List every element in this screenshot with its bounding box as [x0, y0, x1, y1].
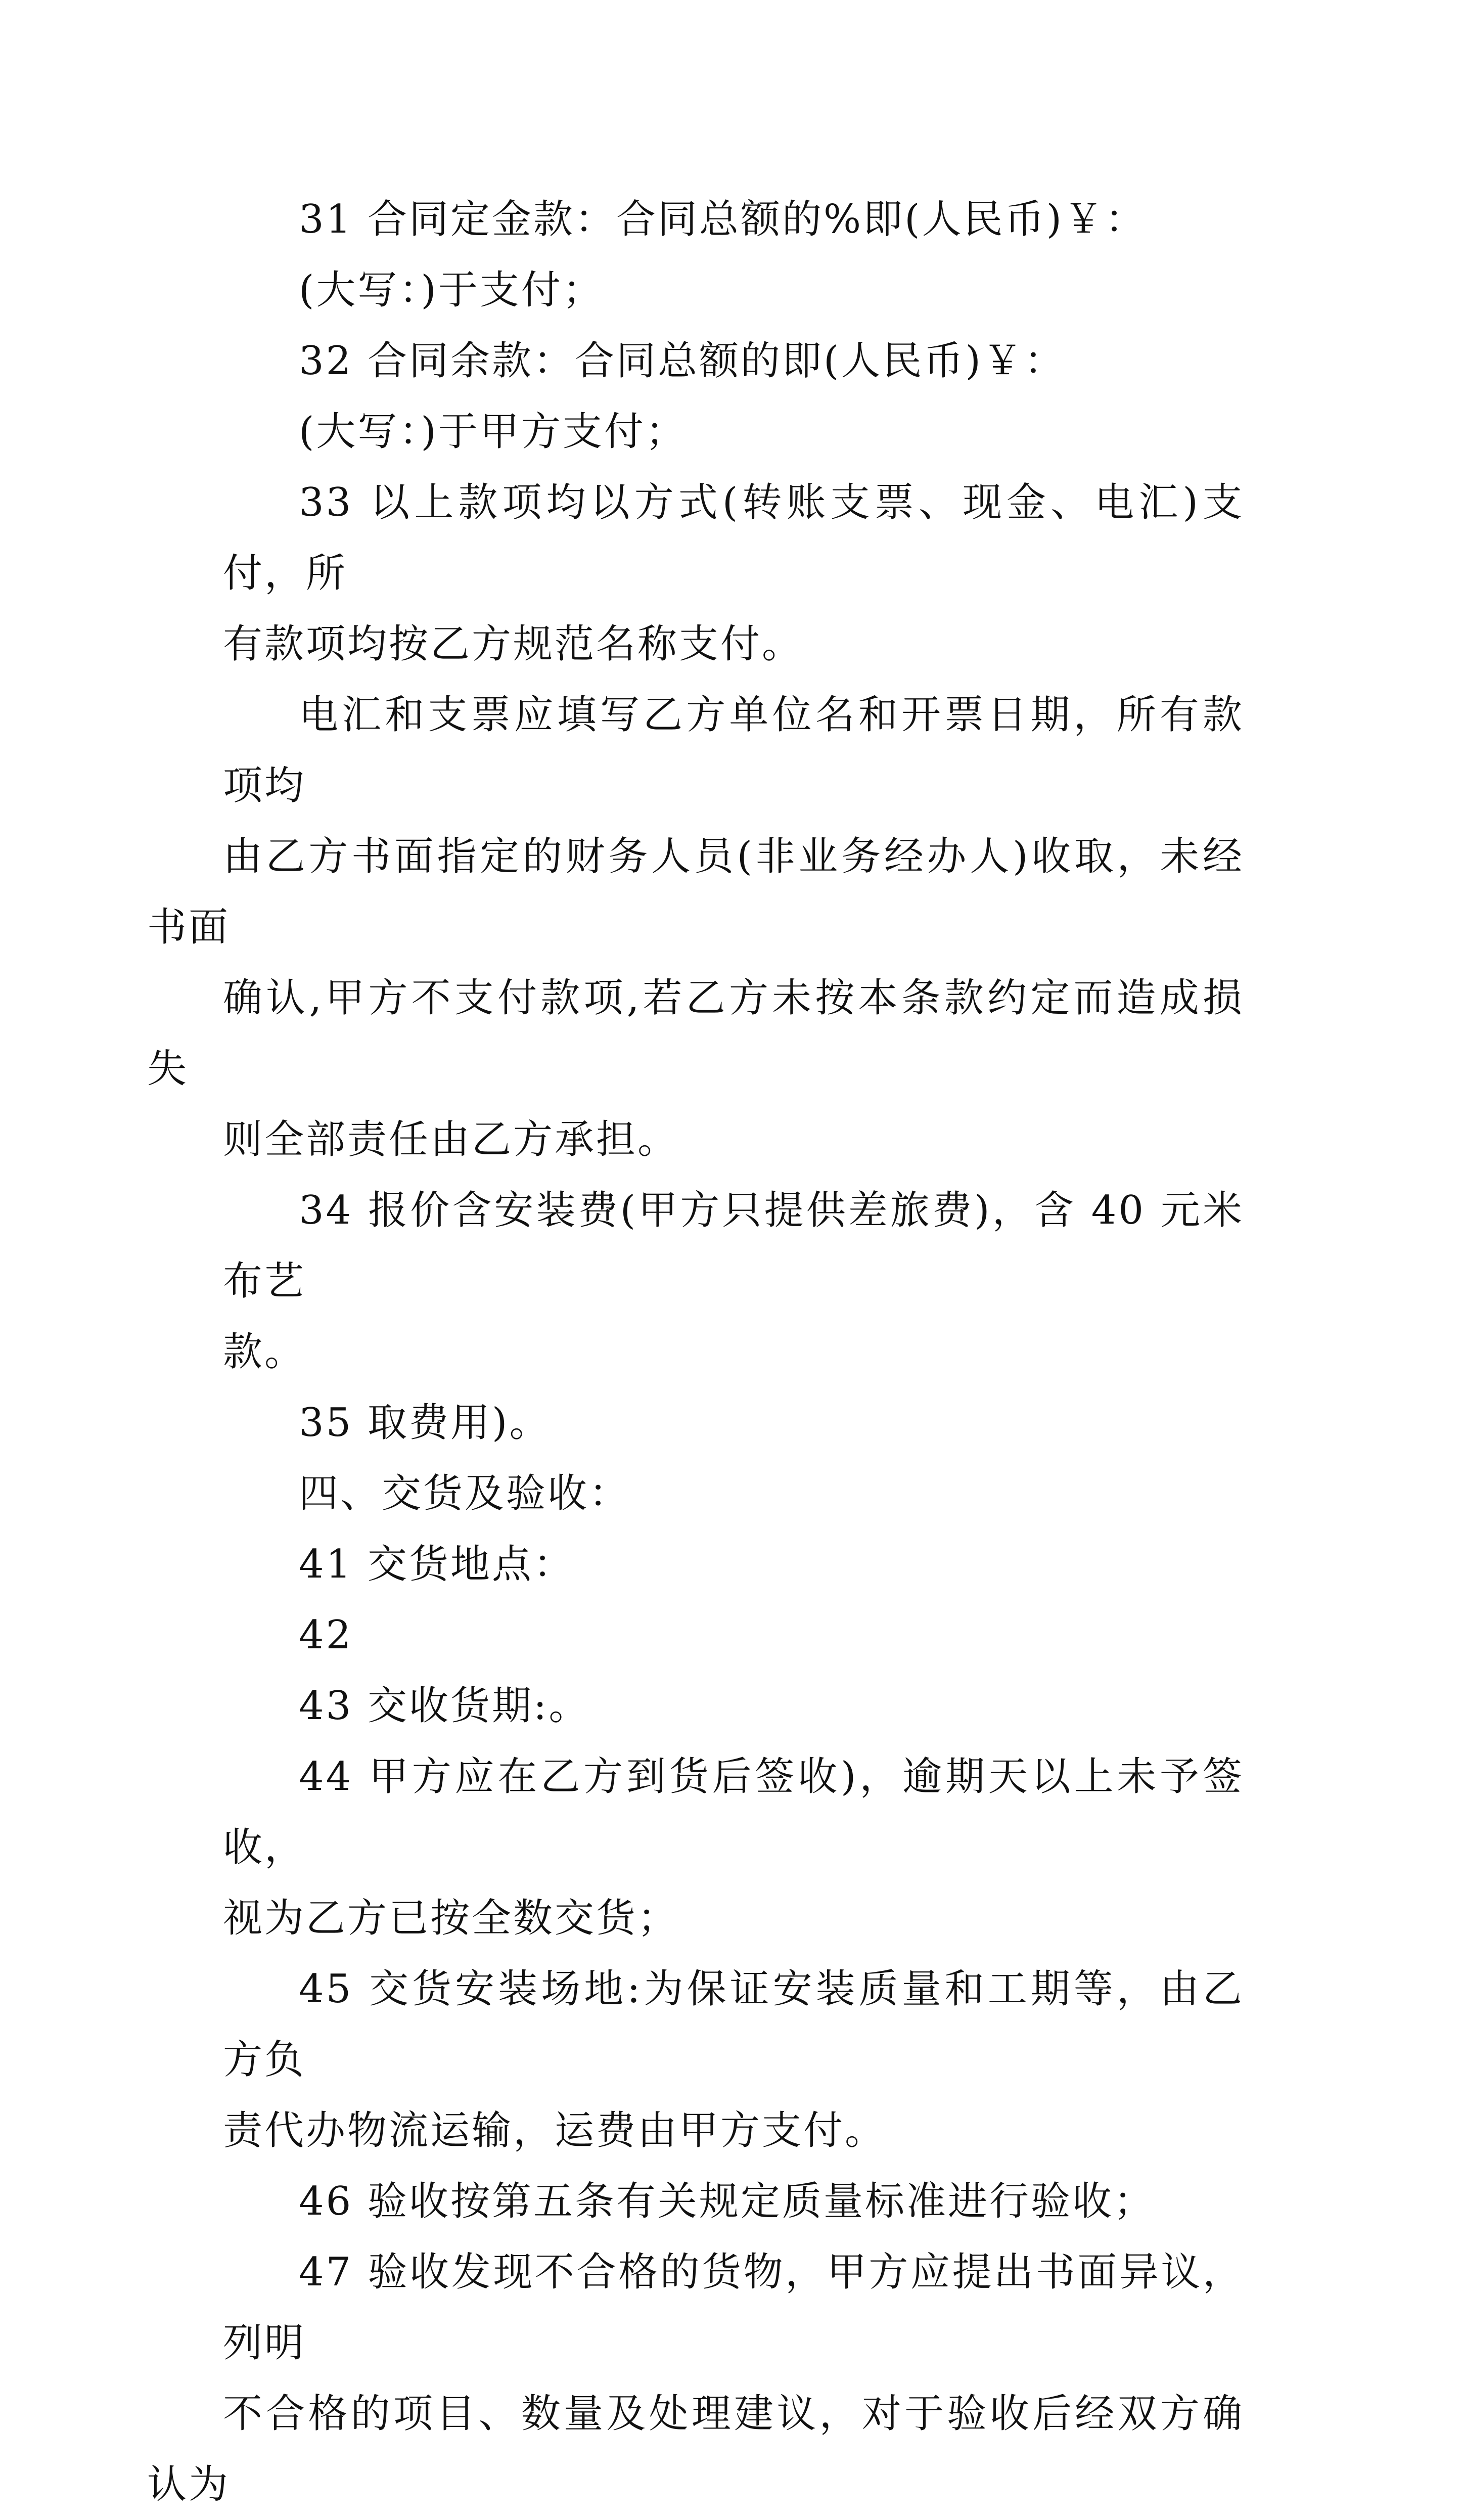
- text-line: 确认,甲方不支付款项,若乙方未按本条款约定而造成损失: [147, 975, 1244, 1092]
- text-line: 款。: [223, 1329, 306, 1375]
- paragraph-wire-transfer: [147, 680, 1244, 1175]
- paragraph-32-amount: [223, 396, 1244, 467]
- text-line: 由乙方书面指定的财务人员(非业务经办人)收取，未经书面: [147, 834, 1244, 950]
- section-heading-delivery: [223, 1458, 1244, 1529]
- text-line: 则全部责任由乙方承担。: [223, 1117, 679, 1162]
- text-line: 31 合同定金款：合同总额的%即(人民币)￥：: [299, 197, 1147, 242]
- paragraph-42: [223, 1600, 1244, 1671]
- paragraph-32: [223, 326, 1244, 396]
- text-line: 42: [299, 1612, 353, 1658]
- text-line: 46 验收按第五条有关规定质量标准进行验收；: [299, 2179, 1156, 2224]
- paragraph-35: [223, 1387, 1244, 1458]
- text-line: 有款项均按乙方规范名称支付。: [223, 621, 804, 667]
- text-line: 35 取费用)。: [299, 1400, 551, 1446]
- text-line: 32 合同余款：合同总额的即(人民币)￥：: [299, 338, 1066, 384]
- paragraph-34: [223, 1175, 1244, 1387]
- paragraph-45: [223, 1954, 1244, 2166]
- paragraph-44: [223, 1741, 1244, 1954]
- paragraph-47: [147, 2237, 1244, 2520]
- text-line: 33 以上款项均以方式(转账支票、现金、电汇)支付，所: [223, 480, 1244, 596]
- paragraph-41: [223, 1529, 1244, 1600]
- text-line: 责代办物流运输，运费由甲方支付。: [223, 2108, 887, 2153]
- text-line: 不合格的项目、数量及处理建议，对于验收后经双方确认为: [147, 2391, 1244, 2507]
- text-line: 41 交货地点：: [299, 1542, 575, 1587]
- text-line: 47 验收发现不合格的货物，甲方应提出书面异议，列明: [223, 2249, 1244, 2366]
- text-line: 视为乙方已按全数交货；: [223, 1896, 679, 1941]
- text-line: (大写：)于甲方支付；: [299, 409, 687, 455]
- text-line: 34 报价含安装费(甲方只提供差旅费)，含 40 元米布艺: [223, 1188, 1244, 1304]
- text-line: (大写：)于支付；: [299, 267, 604, 313]
- paragraph-43: [223, 1671, 1244, 1741]
- paragraph-33: [223, 467, 1244, 680]
- text-line: 四、交货及验收：: [299, 1471, 631, 1516]
- text-line: 44 甲方应在乙方到货后签收)，逾期天以上未予签收，: [223, 1754, 1244, 1870]
- text-line: 电汇和支票应填写乙方单位名和开票日期，所有款项均: [223, 692, 1244, 808]
- text-line: 45 交货安装场地:为保证安装质量和工期等，由乙方负: [223, 1966, 1244, 2083]
- paragraph-31-amount: [223, 255, 1244, 326]
- paragraph-46: [223, 2166, 1244, 2237]
- text-line: 43 交收货期:。: [299, 1683, 590, 1729]
- contract-text-body: [147, 184, 1244, 2520]
- paragraph-31: [223, 184, 1244, 255]
